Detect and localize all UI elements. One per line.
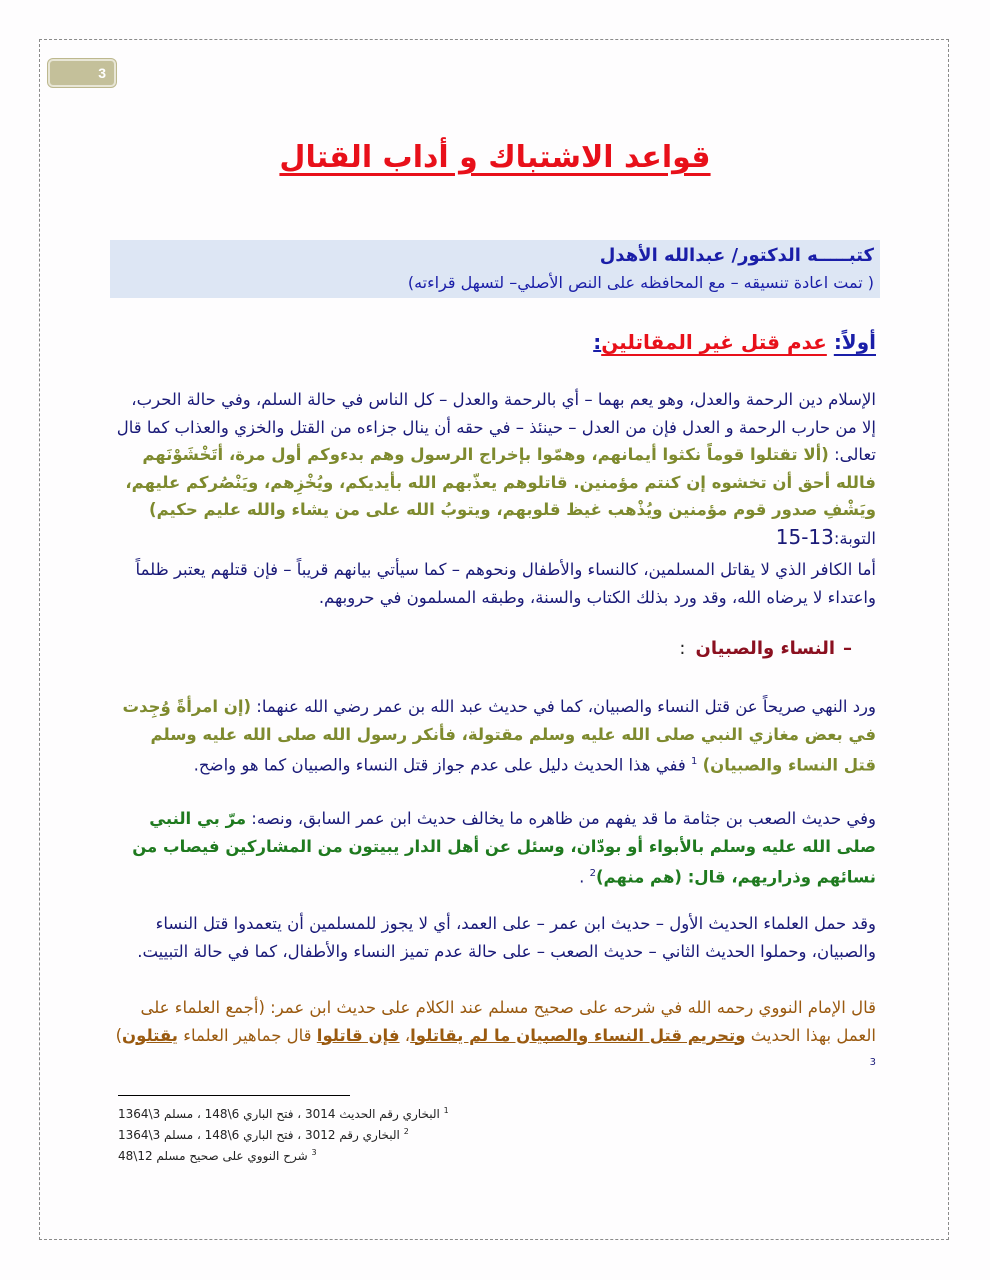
subheading-text: النساء والصبيان xyxy=(695,638,835,659)
verse-surah: التوبة: xyxy=(833,529,876,548)
footnote-number: 2 xyxy=(403,1127,409,1136)
reformat-note: ( تمت اعادة تنسيقه – مع المحافظه على النص الأصلي– لتسهل قراءته) xyxy=(407,273,874,292)
nawawi-prohibition: وتحريم قتل النساء والصبيان ما لم يقاتلوا xyxy=(410,1025,746,1045)
scholars-paragraph: وقد حمل العلماء الحديث الأول – حديث ابن عمر – على العمد، أي لا يجوز للمسلمين أن يتعمدوا قتل النساء والصبيان، وحملوا الحديث الثاني – حديث الصعب – على حالة عدم تميز النساء والأطفال، كما في حالة التبييت. xyxy=(137,914,876,961)
saab-outro: . xyxy=(579,867,590,887)
nawawi-intro: قال الإمام النووي رحمه الله في شرحه على صحيح مسلم عند الكلام على حديث ابن عمر: (أجمع العلماء على العمل بهذا الحديث xyxy=(140,998,876,1045)
nawawi-sep: ، xyxy=(399,1025,411,1045)
footnote-ref-1[interactable]: 1 xyxy=(690,756,698,767)
footnote-number: 1 xyxy=(443,1106,449,1115)
subheading-colon: : xyxy=(679,638,686,659)
author-byline: كتبـــــه الدكتور/ عبدالله الأهدل xyxy=(599,245,874,266)
document-title: قواعد الاشتباك و أداب القتال xyxy=(279,140,711,175)
non-combatant-paragraph: أما الكافر الذي لا يقاتل المسلمين، كالنساء والأطفال ونحوهم – كما سيأتي بيانهم قريباً – فإن قتلهم يعتبر ظلماً واعتداء لا يرضاه الله، وقد ورد بذلك الكتاب والسنة، وطبقه المسلمون في حروبهم. xyxy=(135,560,876,607)
intro-paragraph xyxy=(114,386,876,524)
footnote-number: 3 xyxy=(311,1148,317,1157)
footnote-ref-3[interactable]: 3 xyxy=(869,1057,876,1068)
ibn-umar-hadith: (إن امرأةً وُجِدت في بعض مغازي النبي صلى الله عليه وسلم مقتولة، فأنكر رسول الله صلى الله عليه وسلم قتل النساء والصبيان) xyxy=(122,697,876,775)
page-number: 3 xyxy=(98,65,106,81)
verse-numbers: 13-15 xyxy=(775,525,834,549)
subheading-dash: – xyxy=(843,638,852,659)
page-number-badge xyxy=(48,59,116,87)
nawawi-end: ) xyxy=(115,1025,123,1045)
section-heading xyxy=(593,330,876,354)
footnotes xyxy=(118,1102,478,1165)
footnote-text: شرح النووي على صحيح مسلم 12\48 xyxy=(118,1149,308,1163)
footnote-2 xyxy=(118,1123,478,1144)
footnote-1 xyxy=(118,1102,478,1123)
verse-reference xyxy=(114,524,876,553)
section-colon: : xyxy=(593,330,602,354)
nawawi-paragraph xyxy=(114,994,876,1080)
nawawi-if-fight: فإن قاتلوا xyxy=(316,1025,400,1045)
footnote-text: البخاري رقم الحديث 3014 ، فتح الباري 6\148 ، مسلم 3\1364 xyxy=(118,1107,440,1121)
section-title: عدم قتل غير المقاتلين xyxy=(601,330,827,354)
footnote-ref-2[interactable]: 2 xyxy=(589,868,596,879)
author-box xyxy=(110,240,880,298)
quran-quote: (ألا تقتلوا قوماً نكثوا أيمانهم، وهمّوا بإخراج الرسول وهم بدءوكم أول مرة، أتَخْشَوْنَهم فالله أحق أن تخشوه إن كنتم مؤمنين. قاتلوهم يعذّبهم الله بأيديكم، ويُخْزِهم، ويَنْصُركم عليهم، ويَشْفِ صدور قوم مؤمنين ويُذْهب غيظ قلوبهم، ويتوبُ الله على من يشاء والله عليم حكيم) xyxy=(125,445,876,519)
footnote-separator xyxy=(118,1095,350,1096)
ibn-umar-paragraph xyxy=(114,693,876,779)
ibn-umar-intro: ورد النهي صريحاً عن قتل النساء والصبيان، كما في حديث عبد الله بن عمر رضي الله عنهما: xyxy=(251,697,876,716)
subheading-women-children xyxy=(679,638,852,659)
footnote-text: البخاري رقم 3012 ، فتح الباري 6\148 ، مسلم 3\1364 xyxy=(118,1128,400,1142)
saab-intro: وفي حديث الصعب بن جثامة ما قد يفهم من ظاهره ما يخالف حديث ابن عمر السابق، ونصه: xyxy=(246,809,876,828)
section-number: أولاً: xyxy=(833,330,876,354)
nawawi-killed: يقتلون xyxy=(122,1025,178,1045)
nawawi-majority: قال جماهير العلماء xyxy=(178,1025,317,1045)
saab-hadith: مرّ بي النبي صلى الله عليه وسلم بالأبواء أو بودّان، وسئل عن أهل الدار يبيتون من المشاركين فيصاب من نسائهم وذراريهم، قال: (هم منهم) xyxy=(132,809,876,887)
saab-paragraph xyxy=(114,805,876,891)
ibn-umar-outro: ففي هذا الحديث دليل على عدم جواز قتل النساء والصبيان كما هو واضح. xyxy=(193,755,691,775)
footnote-3 xyxy=(118,1144,478,1165)
intro-text: الإسلام دين الرحمة والعدل، وهو يعم بهما – أي بالرحمة والعدل – كل الناس في حالة السلم، وفي حالة الحرب، إلا من حارب الرحمة و العدل فإن من العدل – حينئذ – في حقه أن ينال جزاءه من القتل والخزي والعذاب كما قال تعالى: xyxy=(116,390,876,464)
